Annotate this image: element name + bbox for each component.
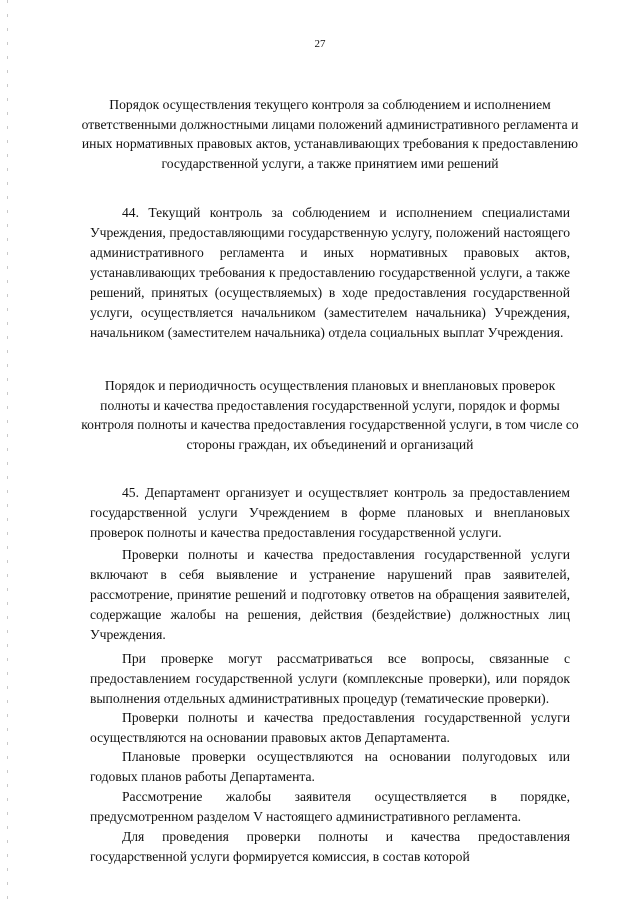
paragraph-legal-basis: Проверки полноты и качества предоставления государственной услуги осуществляются на основании правовых актов Департамента. — [90, 710, 570, 745]
paragraph-inspection-scope: Проверки полноты и качества предоставления государственной услуги включают в себя выявление и устранение нарушений прав заявителей, рассмотрение, принятие решений и подготовку ответов на обращения заявителей, содержащие жалобы на решения, действия (бездействие) должностных лиц Учреждения. — [90, 547, 570, 642]
paragraph-inspection-types: При проверке могут рассматриваться все вопросы, связанные с предоставлением государственной услуги (комплексные проверки), или порядок выполнения отдельных административных процедур (тематические проверки). — [90, 651, 570, 706]
paragraph-complaint-review: Рассмотрение жалобы заявителя осуществляется в порядке, предусмотренном разделом V настоящего административного регламента. — [90, 789, 570, 824]
paragraph-45: 45. Департамент организует и осуществляет контроль за предоставлением государственной услуги Учреждением в форме плановых и внеплановых проверок полноты и качества предоставления государственной услуги. — [90, 485, 570, 540]
page-number: 27 — [314, 38, 326, 50]
paragraph-44: 44. Текущий контроль за соблюдением и исполнением специалистами Учреждения, предоставляющими государственную услугу, положений настоящего административного регламента и иных нормативных правовых актов, устанавливающих требования к предоставлению государственной услуги, а также решений, принятых (осуществляемых) в ходе предоставления государственной услуги, осуществляется начальником (заместителем начальника) Учреждения, начальником (заместителем начальника) отдела социальных выплат Учреждения. — [90, 205, 570, 340]
section-heading-inspections: Порядок и периодичность осуществления плановых и внеплановых проверок полноты и качества предоставления государственной услуги, порядок и формы контроля полноты и качества предоставления государственной услуги, в том числе со стороны граждан, их объединений и организаций — [81, 378, 579, 452]
paragraph-commission: Для проведения проверки полноты и качества предоставления государственной услуги формируется комиссия, в состав которой — [90, 829, 570, 864]
scan-edge — [7, 0, 8, 905]
section-heading-current-control: Порядок осуществления текущего контроля за соблюдением и исполнением ответственными должностными лицами положений административного регламента и иных нормативных правовых актов, устанавливающих требования к предоставлению государственной услуги, а также принятием ими решений — [81, 97, 579, 171]
paragraph-planned-inspections: Плановые проверки осуществляются на основании полугодовых или годовых планов работы Департамента. — [90, 749, 570, 784]
